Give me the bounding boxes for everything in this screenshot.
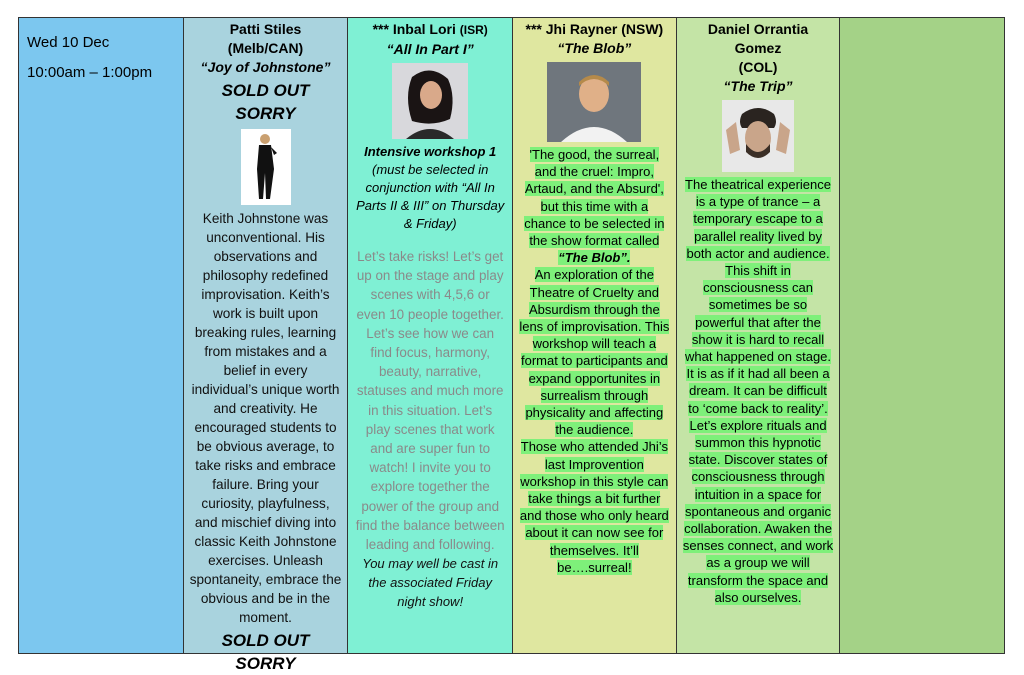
workshop-description: The theatrical experience is a type of trance – a temporary escape to a parallel reality lived by both actor and audience. This shift in consciousness can sometimes be so powerful that after the show it is hard to recall what happened on stage. It is as if it had all been a dream. It can be difficult to ‘come back to reality’. Let’s explore rituals and summon this hypnotic state. Discover states of consciousness through intuition in a space for spontaneous and organic collaboration. Awaken the senses connect, and work as a group we will transform the space and also ourselves. — [682, 177, 834, 605]
workshop-patti-cell — [184, 18, 349, 673]
session-time: 10:00am – 1:00pm — [27, 64, 153, 81]
workshop-title: “Joy of Johnstone” — [200, 59, 331, 75]
workshop-daniel-cell — [677, 18, 841, 653]
session-date: Wed 10 Dec — [27, 34, 110, 51]
presenter-photo — [241, 129, 291, 205]
selection-note: (must be selected in conjunction with “All In Parts II & III” on Thursday & Friday) — [356, 162, 505, 231]
workshop-description: An exploration of the Theatre of Cruelty and Absurdism through the lens of improvisation. This workshop will teach a format to participants and expand opportunites in surrealism through physicality and affecting the audience. — [519, 267, 670, 438]
schedule-table — [18, 17, 1005, 673]
format-name: “The Blob”. — [558, 250, 631, 266]
workshop-description: Keith Johnstone was unconventional. His observations and philosophy redefined improvisation. Keith’s work is built upon breaking rules, learning from mistakes and a belief in every individual’s unique worth and creativity. He encouraged students to be obvious average, to take risks and embrace failure. Bring your curiosity, playfulness, and mischief diving into classic Keith Johnstone exercises. Unleash spontaneity, embrace the obvious and be in the moment. — [189, 211, 342, 625]
cast-note: You may well be cast in the associated Friday night show! — [362, 556, 499, 610]
presenter-location: (Melb/CAN) — [227, 40, 304, 56]
presenter-photo — [392, 63, 468, 139]
workshop-intro: 'The good, the surreal, and the cruel: Impro, Artaud, and the Absurd', but this time with a chance to be selected in the show format called — [524, 147, 665, 249]
presenter-name: *** Inbal Lori — [372, 21, 456, 37]
presenter-name: *** Jhi Rayner (NSW) — [525, 21, 664, 37]
sold-out-label-bottom: SOLD OUT SORRY — [221, 631, 310, 673]
intensive-label: Intensive workshop 1 — [364, 144, 497, 159]
empty-cell — [840, 18, 1004, 653]
presenter-photo — [547, 62, 641, 142]
workshop-title: “All In Part I” — [386, 41, 474, 57]
presenter-location: (ISR) — [459, 23, 488, 37]
workshop-title: “The Blob” — [557, 40, 632, 56]
workshop-inbal-cell — [348, 18, 513, 653]
presenter-location: (COL) — [738, 59, 778, 75]
presenter-name: Patti Stiles — [229, 21, 302, 37]
presenter-name: Daniel Orrantia Gomez — [707, 21, 809, 56]
workshop-closing: Those who attended Jhi’s last Improvention workshop in this style can take things a bit further and those who only heard about it can now see for themselves. It’ll be….surreal! — [519, 439, 669, 575]
session-time-cell — [19, 18, 184, 653]
workshop-title: “The Trip” — [723, 78, 793, 94]
presenter-photo — [722, 100, 794, 172]
workshop-description: Let’s take risks! Let’s get up on the stage and play scenes with 4,5,6 or even 10 people together. Let’s see how we can find focus, harmony, beauty, narrative, statuses and much more in this situation. Let’s play scenes that work and are super fun to watch! I invite you to explore together the power of the group and find the balance between leading and following. — [355, 249, 505, 553]
sold-out-label-top: SOLD OUT SORRY — [221, 81, 310, 123]
workshop-jhi-cell — [513, 18, 677, 653]
